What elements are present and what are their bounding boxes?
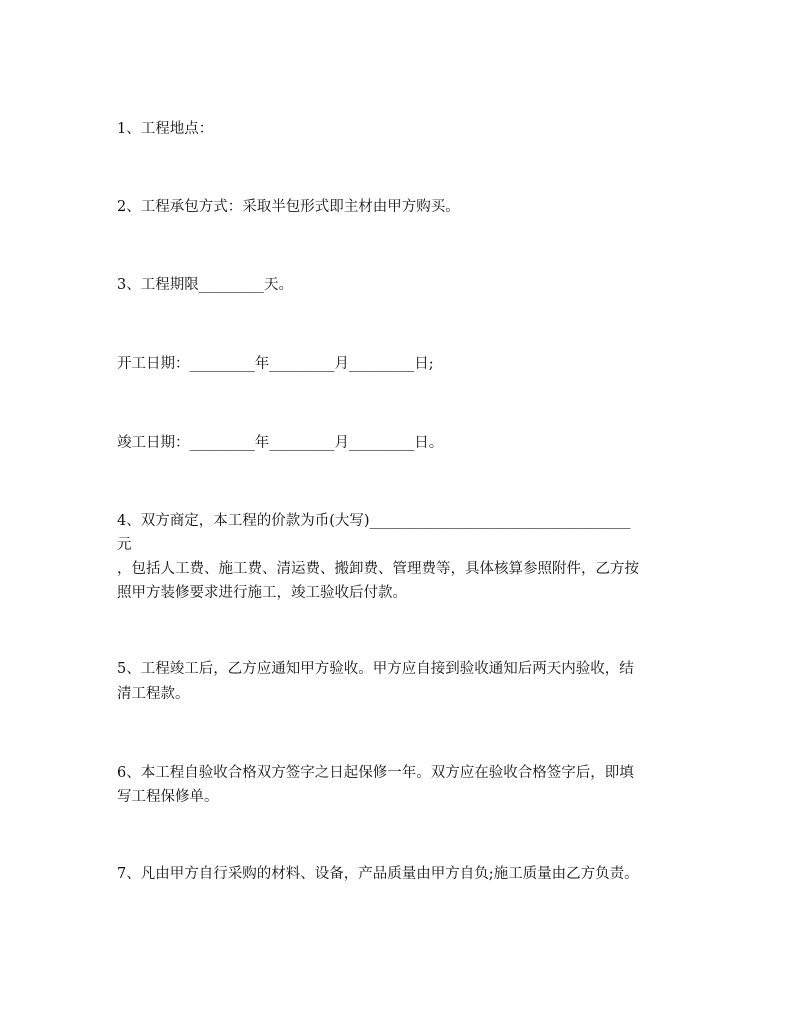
clause-3-project-duration: 3、工程期限_________天。 bbox=[117, 277, 293, 293]
clause-6-warranty-line-1: 6、本工程自验收合格双方签字之日起保修一年。双方应在验收合格签字后，即填 bbox=[117, 765, 634, 781]
clause-7-materials-quality: 7、凡由甲方自行采购的材料、设备，产品质量由甲方自负;施工质量由乙方负责。 bbox=[117, 866, 639, 882]
completion-date-line: 竣工日期：_________年_________月_________日。 bbox=[117, 435, 444, 451]
clause-6-warranty-line-2: 写工程保修单。 bbox=[117, 789, 219, 805]
clause-5-acceptance-line-1: 5、工程竣工后，乙方应通知甲方验收。甲方应自接到验收通知后两天内验收，结 bbox=[117, 661, 634, 677]
clause-5-acceptance-line-2: 清工程款。 bbox=[117, 686, 190, 702]
clause-4-price-line-1: 4、双方商定，本工程的价款为币(大写)____________________________________ bbox=[117, 513, 631, 529]
clause-1-project-location: 1、工程地点： bbox=[117, 121, 214, 137]
clause-4-price-line-4: 照甲方装修要求进行施工，竣工验收后付款。 bbox=[117, 585, 407, 601]
clause-4-price-line-2: 元 bbox=[117, 537, 132, 553]
clause-2-contract-method: 2、工程承包方式：采取半包形式即主材由甲方购买。 bbox=[117, 199, 460, 215]
start-date-line: 开工日期：_________年_________月_________日; bbox=[117, 356, 434, 372]
clause-4-price-line-3: ，包括人工费、施工费、清运费、搬卸费、管理费等，具体核算参照附件，乙方按 bbox=[117, 561, 639, 577]
